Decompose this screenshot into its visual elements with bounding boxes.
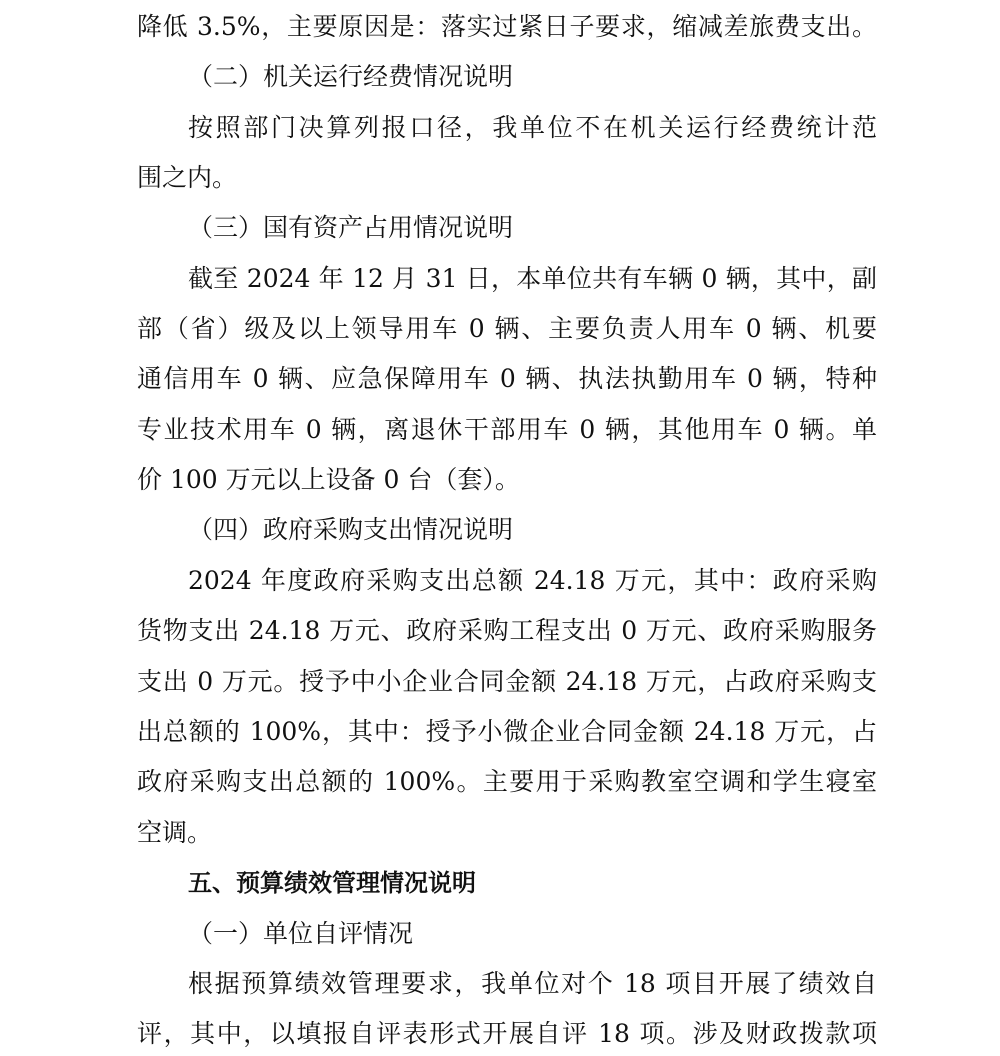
paragraph-line: 货物支出 24.18 万元、政府采购工程支出 0 万元、政府采购服务: [137, 616, 877, 645]
paragraph-line: 部（省）级及以上领导用车 0 辆、主要负责人用车 0 辆、机要: [137, 314, 877, 343]
section-heading-5: 五、预算绩效管理情况说明: [188, 869, 476, 897]
paragraph-line: 空调。: [137, 818, 213, 847]
paragraph-line: 截至 2024 年 12 月 31 日，本单位共有车辆 0 辆，其中，副: [188, 264, 877, 293]
section-heading-2: （二）机关运行经费情况说明: [188, 62, 514, 91]
paragraph-line: 出总额的 100%，其中：授予小微企业合同金额 24.18 万元，占: [137, 717, 877, 746]
paragraph-line: 降低 3.5%，主要原因是：落实过紧日子要求，缩减差旅费支出。: [137, 12, 877, 41]
paragraph-line: 通信用车 0 辆、应急保障用车 0 辆、执法执勤用车 0 辆，特种: [137, 364, 877, 393]
paragraph-line: 根据预算绩效管理要求，我单位对个 18 项目开展了绩效自: [188, 969, 877, 998]
section-heading-4: （四）政府采购支出情况说明: [188, 515, 514, 544]
paragraph-line: 评，其中，以填报自评表形式开展自评 18 项。涉及财政拨款项: [137, 1019, 877, 1048]
paragraph-line: 围之内。: [137, 163, 238, 192]
paragraph-line: 支出 0 万元。授予中小企业合同金额 24.18 万元，占政府采购支: [137, 667, 877, 696]
paragraph-line: 价 100 万元以上设备 0 台（套）。: [137, 465, 520, 494]
paragraph-line: 政府采购支出总额的 100%。主要用于采购教室空调和学生寝室: [137, 767, 877, 796]
paragraph-line: 专业技术用车 0 辆，离退休干部用车 0 辆，其他用车 0 辆。单: [137, 415, 877, 444]
section-heading-3: （三）国有资产占用情况说明: [188, 213, 514, 242]
paragraph-line: 2024 年度政府采购支出总额 24.18 万元，其中：政府采购: [188, 566, 877, 595]
subsection-heading: （一）单位自评情况: [188, 919, 414, 948]
paragraph-line: 按照部门决算列报口径，我单位不在机关运行经费统计范: [188, 113, 877, 142]
